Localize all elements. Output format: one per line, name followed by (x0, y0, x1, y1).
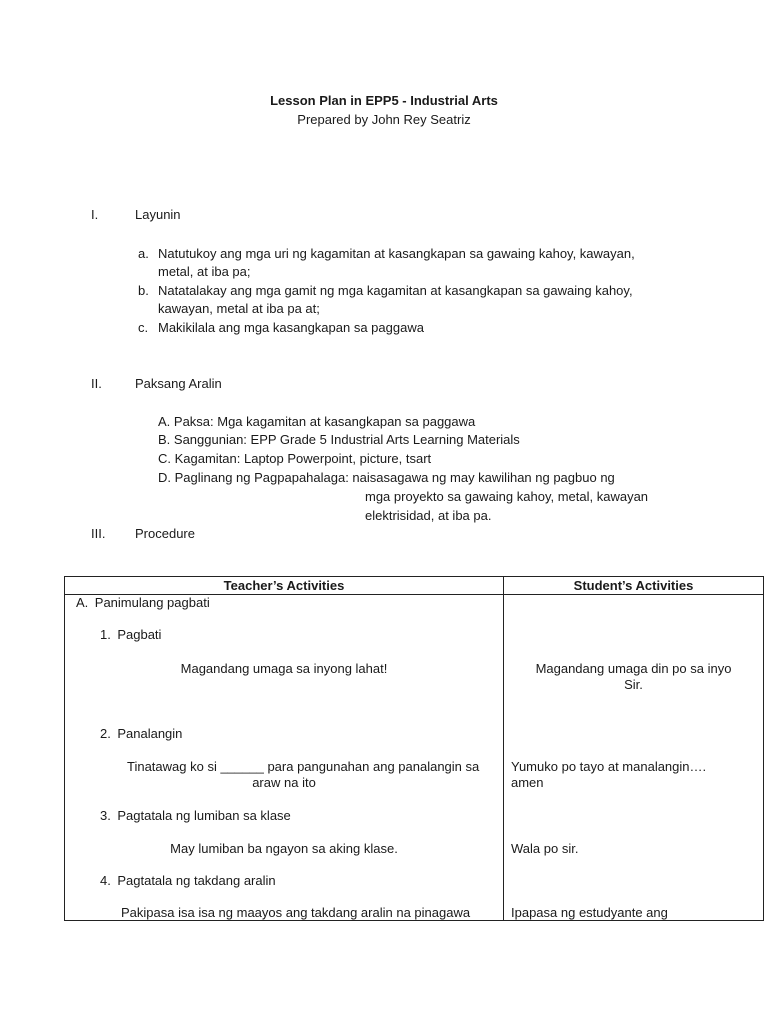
teacher-line: May lumiban ba ngayon sa aking klase. (170, 841, 398, 856)
column-divider (503, 577, 504, 920)
teacher-line: Tinatawag ko si ______ para pangunahan ang panalangin sa (127, 759, 480, 774)
subject-matter-item: D. Paglinang ng Pagpapahalaga: naisasagawa ng may kawilihan ng pagbuo ng (158, 470, 615, 485)
subject-matter-item: B. Sanggunian: EPP Grade 5 Industrial Arts Learning Materials (158, 432, 520, 447)
step-label: 2. Panalangin (100, 726, 183, 741)
subject-matter-item-cont: elektrisidad, at iba pa. (365, 508, 492, 523)
objective-letter: b. (138, 283, 149, 298)
step-label: 4. Pagtatala ng takdang aralin (100, 873, 276, 888)
section-numeral-objectives: I. (91, 207, 99, 222)
subject-matter-item: A. Paksa: Mga kagamitan at kasangkapan sa paggawa (158, 414, 476, 429)
step-label: 1. Pagbati (100, 627, 162, 642)
objective-letter: a. (138, 246, 149, 261)
objective-letter: c. (138, 320, 149, 335)
header-teacher-activities: Teacher’s Activities (223, 578, 345, 593)
header-student-activities: Student’s Activities (573, 578, 694, 593)
section-numeral-subject-matter: II. (91, 376, 102, 391)
subject-matter-item-cont: mga proyekto sa gawaing kahoy, metal, kawayan (365, 489, 649, 504)
objective-text-cont: metal, at iba pa; (158, 264, 251, 279)
objective-text: Natatalakay ang mga gamit ng mga kagamitan at kasangkapan sa gawaing kahoy, (158, 283, 633, 298)
section-a-label: A. Panimulang pagbati (76, 595, 210, 610)
teacher-line: Pakipasa isa isa ng maayos ang takdang aralin na pinagawa (121, 905, 471, 920)
prepared-by: Prepared by John Rey Seatriz (297, 112, 471, 127)
student-line-cont: amen (511, 775, 544, 790)
student-line: Magandang umaga din po sa inyo (535, 661, 732, 676)
subject-matter-item: C. Kagamitan: Laptop Powerpoint, picture, tsart (158, 451, 432, 466)
student-line: Wala po sir. (511, 841, 579, 856)
objective-text: Natutukoy ang mga uri ng kagamitan at kasangkapan sa gawaing kahoy, kawayan, (158, 246, 635, 261)
student-line-cont: Sir. (624, 677, 643, 692)
procedure-table (64, 576, 764, 921)
section-title-objectives: Layunin (135, 207, 181, 222)
document-title: Lesson Plan in EPP5 - Industrial Arts (270, 93, 498, 108)
objective-text-cont: kawayan, metal at iba pa at; (158, 301, 320, 316)
objective-text: Makikilala ang mga kasangkapan sa paggawa (158, 320, 424, 335)
student-line: Ipapasa ng estudyante ang (511, 905, 668, 920)
step-label: 3. Pagtatala ng lumiban sa klase (100, 808, 291, 823)
teacher-line-cont: araw na ito (252, 775, 316, 790)
section-numeral-procedure: III. (91, 526, 106, 541)
student-line: Yumuko po tayo at manalangin…. (511, 759, 707, 774)
section-title-procedure: Procedure (135, 526, 195, 541)
teacher-line: Magandang umaga sa inyong lahat! (180, 661, 388, 676)
section-title-subject-matter: Paksang Aralin (135, 376, 222, 391)
